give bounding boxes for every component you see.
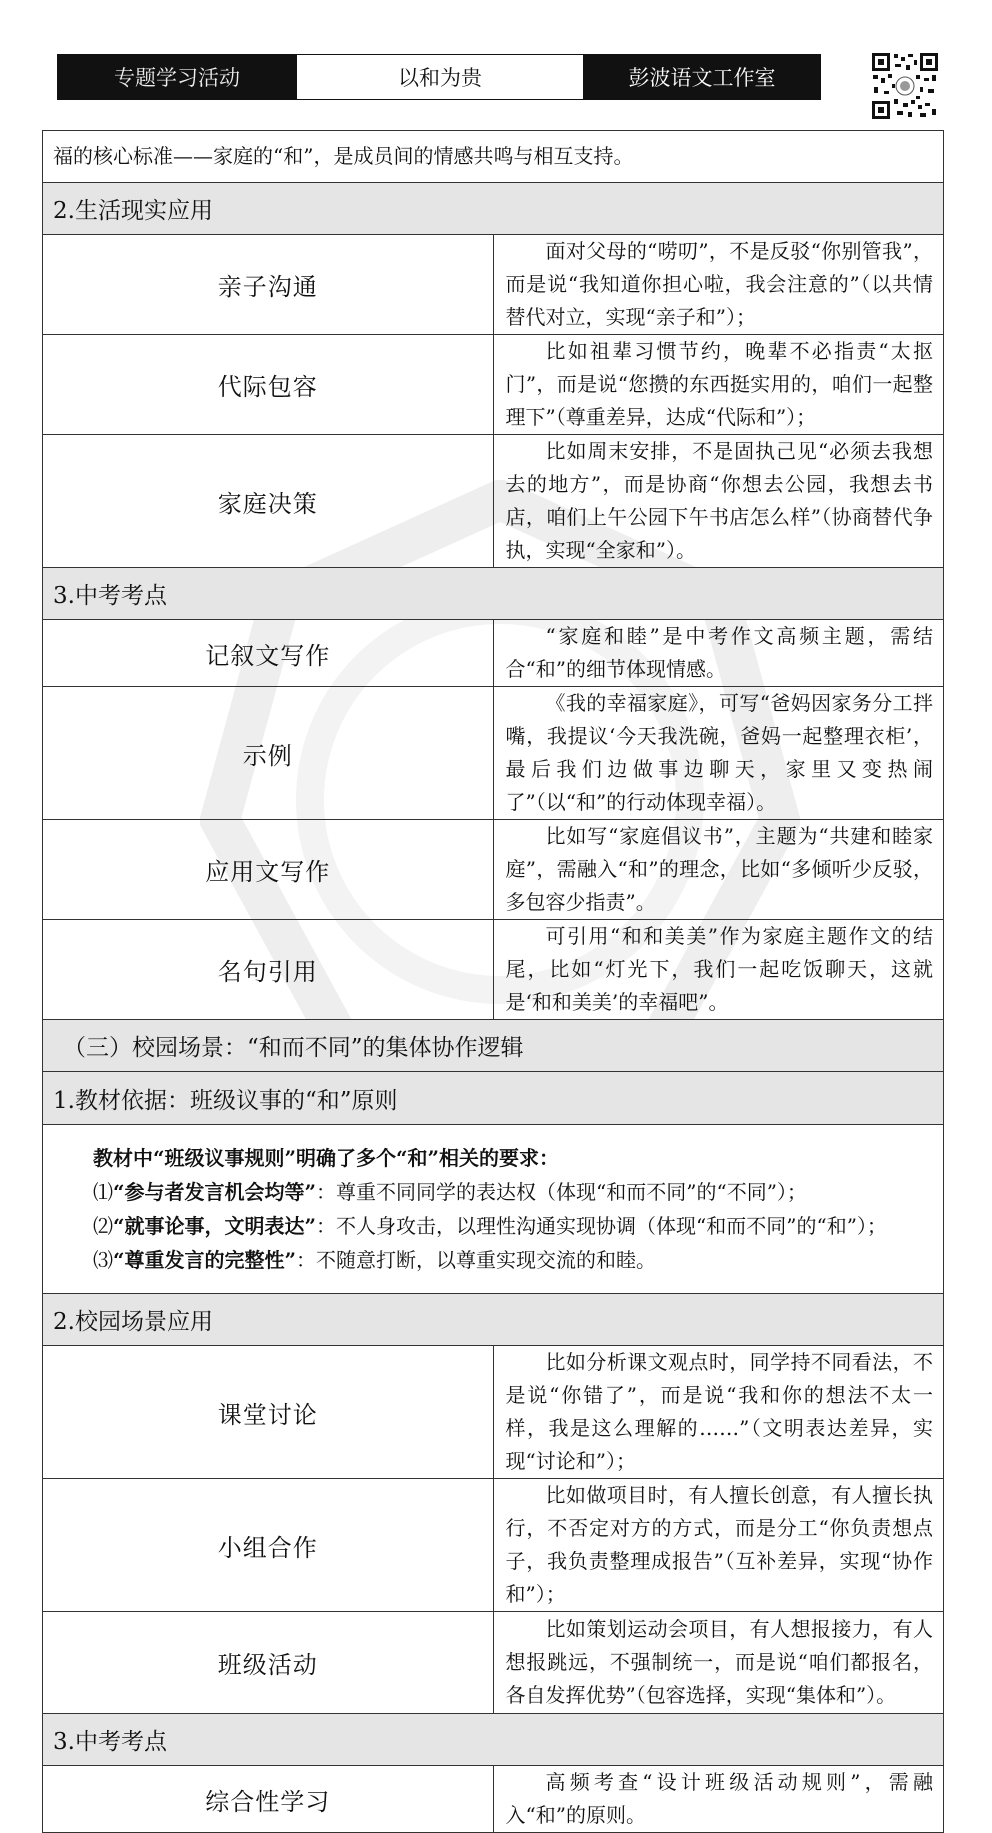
section-heading-textbook: 1.教材依据：班级议事的“和”原则	[43, 1072, 944, 1125]
table-row	[43, 687, 944, 820]
header-title: 以和为贵	[297, 55, 584, 99]
header-bar	[57, 54, 821, 100]
row-label: 亲子沟通	[43, 235, 494, 335]
row-text: 面对父母的“唠叨”，不是反驳“你别管我”，而是说“我知道你担心啦，我会注意的”（以共情替代对立，实现“亲子和”）；	[493, 235, 944, 335]
row-label: 记叙文写作	[43, 620, 494, 687]
row-text: 比如策划运动会项目，有人想报接力，有人想报跳远，不强制统一，而是说“咱们都报名，各自发挥优势”（包容选择，实现“集体和”）。	[493, 1612, 944, 1714]
row-text: 比如周末安排，不是固执己见“必须去我想去的地方”，而是协商“你想去公园，我想去书店，咱们上午公园下午书店怎么样”（协商替代争执，实现“全家和”）。	[493, 435, 944, 568]
table-row	[43, 1479, 944, 1612]
intro-row	[43, 131, 944, 183]
table-row	[43, 235, 944, 335]
row-label: 名句引用	[43, 920, 494, 1020]
textbook-block	[43, 1125, 944, 1294]
section-heading-exam-2: 3.中考考点	[43, 1714, 944, 1766]
header-studio: 彭波语文工作室	[584, 55, 820, 99]
section-heading-row	[43, 1714, 944, 1766]
table-row	[43, 820, 944, 920]
row-label: 课堂讨论	[43, 1346, 494, 1479]
row-text: 比如写“家庭倡议书”，主题为“共建和睦家庭”，需融入“和”的理念，比如“多倾听少反驳，多包容少指责”。	[493, 820, 944, 920]
intro-text: 福的核心标准——家庭的“和”，是成员间的情感共鸣与相互支持。	[43, 131, 944, 183]
row-label: 示例	[43, 687, 494, 820]
table-row	[43, 920, 944, 1020]
section-heading-exam: 3.中考考点	[43, 568, 944, 620]
row-label: 代际包容	[43, 335, 494, 435]
table-row	[43, 1612, 944, 1714]
row-text: 比如分析课文观点时，同学持不同看法，不是说“你错了”，而是说“我和你的想法不太一样，我是这么理解的……”（文明表达差异，实现“讨论和”）；	[493, 1346, 944, 1479]
section-heading-row	[43, 1020, 944, 1072]
row-label: 应用文写作	[43, 820, 494, 920]
table-row	[43, 1346, 944, 1479]
row-text: 比如祖辈习惯节约，晚辈不必指责“太抠门”，而是说“您攒的东西挺实用的，咱们一起整理下”（尊重差异，达成“代际和”）；	[493, 335, 944, 435]
row-text: 可引用“和和美美”作为家庭主题作文的结尾，比如“灯光下，我们一起吃饭聊天，这就是‘和和美美’的幸福吧”。	[493, 920, 944, 1020]
table-row	[43, 335, 944, 435]
section-heading-row	[43, 1294, 944, 1346]
textbook-row	[43, 1125, 944, 1294]
row-label: 小组合作	[43, 1479, 494, 1612]
section-heading-row	[43, 1072, 944, 1125]
rule-item: ⑶“尊重发言的完整性”：不随意打断，以尊重实现交流的和睦。	[93, 1248, 657, 1272]
section-heading-campus: （三）校园场景：“和而不同”的集体协作逻辑	[43, 1020, 944, 1072]
textbook-lead: 教材中“班级议事规则”明确了多个“和”相关的要求：	[93, 1146, 560, 1170]
header-topic: 专题学习活动	[58, 55, 297, 99]
content-table	[42, 130, 944, 1833]
row-text: 《我的幸福家庭》，可写“爸妈因家务分工拌嘴，我提议‘今天我洗碗，爸妈一起整理衣柜’，最后我们边做事边聊天，家里又变热闹了”（以“和”的行动体现幸福）。	[493, 687, 944, 820]
rule-item: ⑴“参与者发言机会均等”：尊重不同同学的表达权（体现“和而不同”的“不同”）；	[93, 1180, 807, 1204]
section-heading-campus-app: 2.校园场景应用	[43, 1294, 944, 1346]
row-text: “家庭和睦”是中考作文高频主题，需结合“和”的细节体现情感。	[493, 620, 944, 687]
row-label: 班级活动	[43, 1612, 494, 1714]
section-heading-life: 2.生活现实应用	[43, 183, 944, 235]
qr-code-icon	[870, 51, 940, 121]
row-label: 综合性学习	[43, 1766, 494, 1833]
row-label: 家庭决策	[43, 435, 494, 568]
rule-item: ⑵“就事论事，文明表达”：不人身攻击，以理性沟通实现协调（体现“和而不同”的“和”）；	[93, 1214, 887, 1238]
row-text: 比如做项目时，有人擅长创意，有人擅长执行，不否定对方的方式，而是分工“你负责想点子，我负责整理成报告”（互补差异，实现“协作和”）；	[493, 1479, 944, 1612]
table-row	[43, 1766, 944, 1833]
row-text: 高频考查“设计班级活动规则”，需融入“和”的原则。	[493, 1766, 944, 1833]
table-row	[43, 620, 944, 687]
section-heading-row	[43, 183, 944, 235]
section-heading-row	[43, 568, 944, 620]
table-row	[43, 435, 944, 568]
